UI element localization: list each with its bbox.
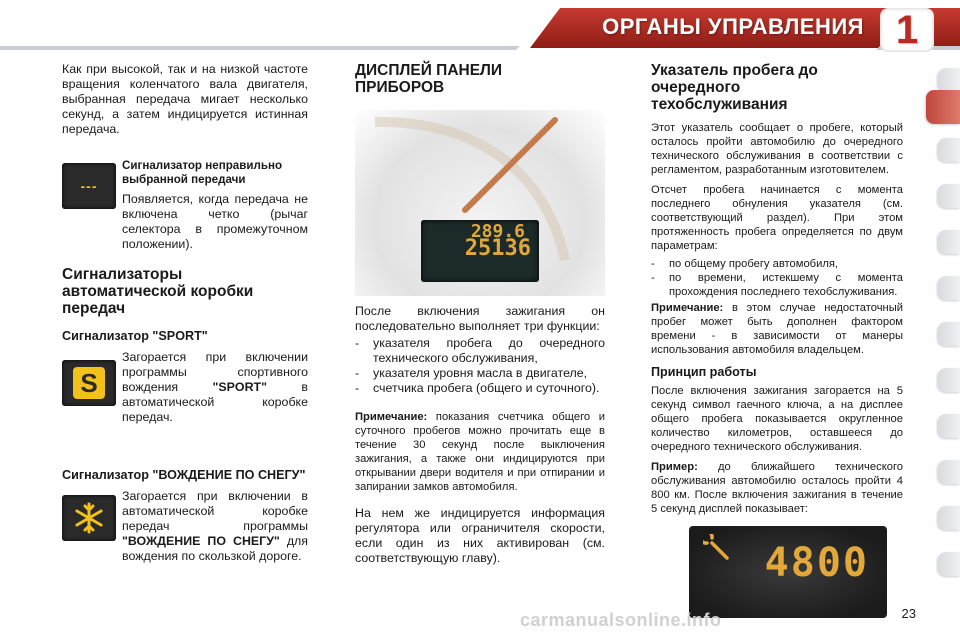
sport-text: Загорается при включении программы спортивного вождения "SPORT" в автоматической коробке передач. xyxy=(122,350,308,424)
chapter-tab[interactable] xyxy=(938,68,960,92)
snow-block xyxy=(62,489,308,577)
snowflake-icon xyxy=(72,501,106,535)
chapter-tab[interactable] xyxy=(938,322,960,346)
column-2 xyxy=(355,62,605,566)
service-display xyxy=(689,526,887,618)
display-note: Примечание: показания счетчика общего и суточного пробегов можно прочитать еще в течение 30 секунд после выключения зажигания, а также они индицируются при открывании двери водителя и при отпирании и запирании замков автомобиля. xyxy=(355,411,605,493)
principle-text: После включения зажигания загорается на 5 секунд символ гаечного ключа, а на дисплее общего пробега показывается округленное количество километров, оставшееся до очередного технического обслуживания. xyxy=(651,385,903,453)
snow-text: Загорается при включении в автоматической коробке передач программы "ВОЖДЕНИЕ ПО СНЕГУ" для вождения по скользкой дороге. xyxy=(122,489,308,563)
sport-block xyxy=(62,350,308,438)
wrench-icon xyxy=(703,534,733,564)
wrong-gear-text: Появляется, когда передача не включена четко (рычаг селектора в промежуточном положении). xyxy=(122,192,308,251)
intro-text: Как при высокой, так и на низкой частоте вращения коленчатого вала двигателя, выбранная передача мигает несколько секунд, а затем индицируется истинная передача. xyxy=(62,62,308,136)
chapter-tab[interactable] xyxy=(938,414,960,438)
display-intro: После включения зажигания он последовательно выполняет три функции: xyxy=(355,304,605,333)
chapter-tab[interactable] xyxy=(938,138,960,162)
snow-lamp xyxy=(62,495,116,541)
wrong-gear-lamp xyxy=(62,163,116,209)
list-item: - счетчика пробега (общего и суточного). xyxy=(355,381,605,396)
service-indicator-title: Указатель пробега до очередного техобслуживания xyxy=(651,62,818,113)
sport-lamp xyxy=(62,360,116,406)
display-section-title: ДИСПЛЕЙ ПАНЕЛИ ПРИБОРОВ xyxy=(355,62,503,96)
total-readout: 25136 xyxy=(464,236,531,261)
service-display-photo xyxy=(651,526,903,622)
service-note: Примечание: в этом случае недостаточный пробег может быть дополнен фактором времени - в зависимости от манеры использования автомобиля владельцем. xyxy=(651,302,903,356)
header-title: ОРГАНЫ УПРАВЛЕНИЯ xyxy=(602,14,864,39)
chapter-tab-active[interactable] xyxy=(926,90,960,124)
sport-s-icon: S xyxy=(73,367,105,399)
instrument-panel-photo xyxy=(355,110,605,296)
display-extra: На нем же индицируется информация регулятора или ограничителя скорости, если один из них активирован (см. соответствующую главу). xyxy=(355,506,605,565)
chapter-tab[interactable] xyxy=(938,460,960,484)
list-item: - указателя уровня масла в двигателе, xyxy=(355,366,605,381)
list-item: - указателя пробега до очередного технического обслуживания, xyxy=(355,336,605,366)
chapter-tab[interactable] xyxy=(938,552,960,576)
wrong-gear-block xyxy=(62,159,308,252)
principle-title: Принцип работы xyxy=(651,365,757,379)
functions-list xyxy=(355,336,605,396)
remaining-km-readout: 4800 xyxy=(764,540,869,586)
trip-readout: 289.6 xyxy=(470,221,525,242)
list-item: - по времени, истекшему с момента прохождения последнего техобслуживания. xyxy=(651,271,903,299)
page-number: 23 xyxy=(901,606,916,621)
odometer-display xyxy=(421,220,539,282)
list-item: - по общему пробегу автомобиля, xyxy=(651,257,903,271)
column-3 xyxy=(651,62,903,622)
chapter-tabs xyxy=(922,68,960,628)
column-1 xyxy=(62,62,308,577)
chapter-tab[interactable] xyxy=(938,184,960,208)
service-p2: Отсчет пробега начинается с момента последнего обнуления указателя (см. соответствующий раздел). При этом протяженность пробега определяется по двум параметрам: xyxy=(651,184,903,252)
dashes-icon: --- xyxy=(80,177,98,194)
chapter-number: 1 xyxy=(895,7,919,52)
chapter-tab[interactable] xyxy=(938,368,960,392)
watermark: carmanualsonline.info xyxy=(520,610,722,630)
snow-title: Сигнализатор "ВОЖДЕНИЕ ПО СНЕГУ" xyxy=(62,468,306,482)
wrong-gear-title: Сигнализатор неправильно выбранной передачи xyxy=(122,159,283,186)
chapter-badge xyxy=(880,8,934,52)
parameters-list xyxy=(651,257,903,299)
chapter-tab[interactable] xyxy=(938,230,960,254)
section-title: Сигнализаторы автоматической коробки передач xyxy=(62,266,254,317)
chapter-tab[interactable] xyxy=(938,506,960,530)
example-text: Пример: до ближайшего технического обслуживания автомобилю осталось пройти 4 800 км. После включения зажигания в течение 5 секунд дисплей показывает: xyxy=(651,461,903,515)
service-p1: Этот указатель сообщает о пробеге, который осталось пройти автомобилю до очередного технического обслуживания в соответствии с регламентом, разработанным изготовителем. xyxy=(651,122,903,176)
chapter-tab[interactable] xyxy=(938,276,960,300)
sport-title: Сигнализатор "SPORT" xyxy=(62,329,208,343)
